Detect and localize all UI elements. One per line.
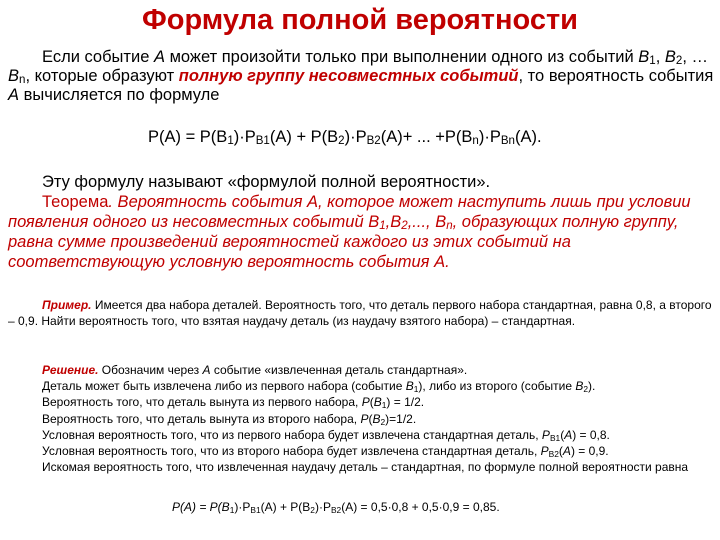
theorem-text: ,В: [385, 213, 402, 231]
example-text: Имеется два набора деталей. Вероятность того, что деталь первого набора стандартная, равна 0,8, а второго – 0,9. Найти вероятность того, что взятая наудачу деталь (из наудачу взятого набора) – стандартная.: [8, 298, 712, 328]
solution-text: ).: [588, 379, 596, 394]
subscript: B2: [548, 449, 559, 460]
solution-line: [8, 362, 720, 378]
prob-symbol: P: [540, 444, 549, 459]
intro-text: , которые образуют: [25, 67, 179, 85]
subscript: B2: [366, 135, 381, 147]
subscript: 2: [310, 505, 315, 515]
subscript: 1: [649, 55, 656, 67]
event-a: A: [562, 444, 571, 459]
event-a: A: [153, 48, 165, 66]
subscript: 2: [338, 135, 345, 147]
formula-part: )·P: [478, 128, 501, 146]
intro-paragraph: [8, 48, 714, 105]
solution-text: Условная вероятность того, что из первого набора будет извлечена стандартная деталь,: [42, 427, 542, 442]
emphasis-full-group: полную группу несовместных событий: [178, 67, 519, 85]
event-b: B: [638, 48, 650, 66]
solution-line: Вероятность того, что деталь вынута из второго набора, $P(B_2)=1/2$.: [42, 411, 417, 427]
subscript: B2: [330, 505, 342, 515]
intro-text: Если событие: [42, 48, 154, 66]
event-b: B: [405, 379, 414, 394]
subscript: 2: [583, 384, 589, 395]
prob-symbol: P: [360, 411, 369, 426]
subscript: n: [446, 220, 453, 232]
solution-text: ) = 1/2.: [386, 395, 425, 410]
solution-text: )=1/2.: [385, 411, 417, 426]
subscript: 2: [401, 220, 408, 232]
solution-label: Решение.: [42, 363, 99, 377]
solution-text: Вероятность того, что деталь вынута из первого набора,: [42, 395, 362, 410]
formula-part: )·P: [234, 500, 251, 514]
solution-text: Деталь может быть извлечена либо из первого набора (событие: [42, 379, 406, 394]
answer-formula: [172, 500, 500, 514]
formula-part: )·P: [233, 128, 256, 146]
solution-block: [8, 362, 720, 475]
formula-part: (A)+ ... +P(B: [380, 128, 473, 146]
event-a: A: [202, 363, 211, 377]
formula-part: )·P: [314, 500, 331, 514]
event-a: A: [8, 86, 20, 104]
theorem-block: [8, 172, 714, 272]
event-b: B: [8, 67, 20, 85]
solution-text: Обозначим через: [98, 363, 203, 377]
formula-name-sentence: Эту формулу называют «формулой полной вероятности».: [42, 173, 491, 191]
theorem-text: ,..., В: [407, 213, 447, 231]
subscript: 1: [227, 135, 234, 147]
solution-line: Условная вероятность того, что из второго набора будет извлечена стандартная деталь, $P_{B2}(A) = 0,9$.: [42, 444, 609, 460]
solution-text: Искомая вероятность того, что извлеченная наудачу деталь – стандартная, по формуле полной вероятности равна: [42, 460, 689, 475]
solution-text: ) = 0,8.: [572, 427, 610, 442]
solution-line: Условная вероятность того, что из первого набора будет извлечена стандартная деталь, $P_{B1}(A) = 0,8$.: [42, 427, 610, 443]
formula-part: (A) + P(B: [269, 128, 339, 146]
separator: , …: [682, 48, 708, 66]
event-b: B: [372, 411, 381, 426]
subscript: n: [19, 74, 26, 86]
prob-symbol: P: [361, 395, 370, 410]
solution-line: Вероятность того, что деталь вынута из первого набора, $P(B_1) = 1/2$.: [42, 395, 425, 411]
formula-part: P(A) = P(B: [172, 500, 230, 514]
formula-part: (A) + P(B: [260, 500, 311, 514]
intro-text: вычисляется по формуле: [19, 86, 220, 104]
event-a: A: [564, 427, 573, 442]
formula-part: (A) = 0,5·0,8 + 0,5·0,9 = 0,85.: [341, 500, 500, 514]
event-b: B: [575, 379, 584, 394]
solution-text: Условная вероятность того, что из второго набора будет извлечена стандартная деталь,: [42, 444, 541, 459]
subscript: n: [472, 135, 479, 147]
subscript: B1: [255, 135, 270, 147]
subscript: 2: [380, 416, 386, 427]
intro-text: может произойти только при выполнении одного из событий: [164, 48, 639, 66]
subscript: 1: [379, 220, 386, 232]
example-label: Пример.: [42, 298, 92, 312]
subscript: Bn: [500, 135, 515, 147]
subscript: 1: [381, 400, 387, 411]
separator: ,: [655, 48, 665, 66]
total-probability-formula: [148, 128, 542, 147]
formula-part: (A).: [514, 128, 542, 146]
solution-text: Вероятность того, что деталь вынута из второго набора,: [42, 411, 361, 426]
subscript: B1: [549, 432, 561, 443]
subscript: 1: [413, 384, 419, 395]
theorem-heading: Теорема: [42, 193, 109, 211]
subscript: B1: [250, 505, 261, 515]
page-title: Формула полной вероятности: [141, 4, 579, 36]
solution-text: событие «извлеченная деталь стандартная».: [210, 363, 468, 377]
example-paragraph: [8, 297, 714, 329]
intro-text: , то вероятность события: [518, 67, 714, 85]
event-b: B: [373, 395, 382, 410]
solution-conclusion: [8, 459, 714, 475]
solution-text: ) = 0,9.: [570, 444, 609, 459]
subscript: 1: [229, 505, 235, 515]
formula-part: P(A) = P(B: [148, 128, 228, 146]
theorem-text: , образующих полную группу, равна сумме произведений вероятностей каждого из этих событий на соответствующую условную вероятность события А.: [8, 213, 679, 271]
solution-text: ), либо из второго (событие: [418, 379, 576, 394]
theorem-text: . Вероятность события А, которое может наступить лишь при условии появления одного из несовместных событий В: [8, 193, 691, 231]
subscript: 2: [675, 55, 683, 67]
prob-symbol: P: [541, 427, 550, 442]
event-b: B: [664, 48, 676, 66]
formula-part: )·P: [344, 128, 367, 146]
solution-line: [8, 378, 720, 394]
